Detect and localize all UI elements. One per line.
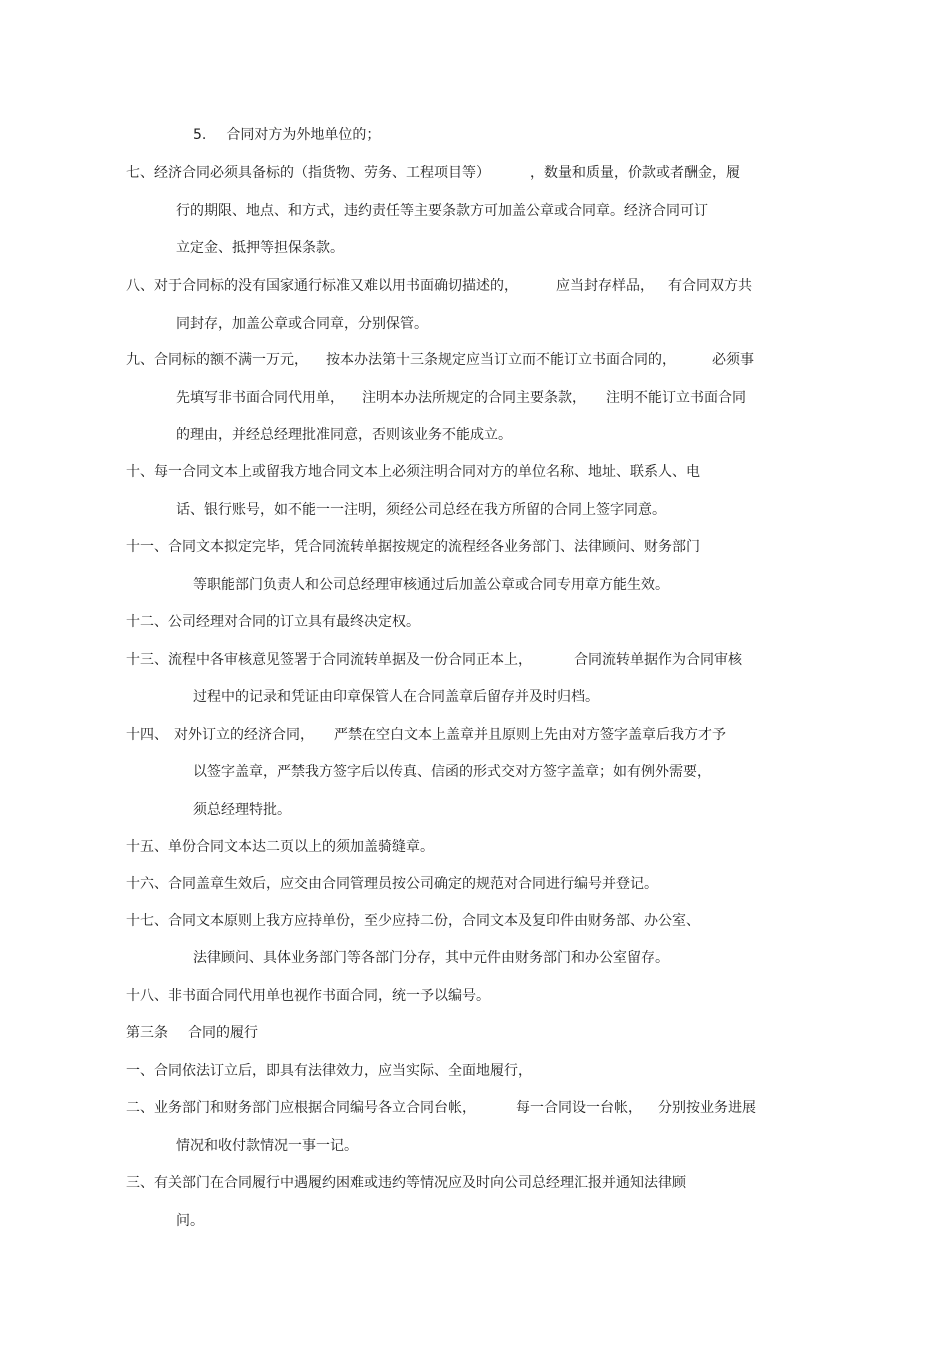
- text-segment: 行的期限、地点、和方式，违约责任等主要条款方可加盖公章或合同章。经济合同可订: [176, 203, 708, 219]
- text-line-26: [126, 1061, 532, 1081]
- text-segment: 对外订立的经济合同，: [174, 727, 314, 743]
- text-line-23: [193, 948, 669, 968]
- text-line-4: [176, 238, 344, 258]
- text-line-15: [126, 650, 742, 670]
- text-segment: 十八、非书面合同代用单也视作书面合同，统一予以编号。: [126, 988, 490, 1004]
- text-segment: 有合同双方共: [668, 278, 752, 294]
- text-segment: 必须事: [712, 352, 754, 368]
- text-segment: 九、合同标的额不满一万元，: [126, 352, 308, 368]
- text-segment: 话、银行账号，如不能一一注明，须经公司总经在我方所留的合同上签字同意。: [176, 502, 666, 518]
- item-number: 5.: [193, 127, 207, 143]
- text-line-19: [193, 800, 291, 820]
- text-segment: 合同流转单据作为合同审核: [574, 652, 742, 668]
- text-line-13: [193, 575, 669, 595]
- section-heading: [126, 1023, 258, 1043]
- text-segment: 二、业务部门和财务部门应根据合同编号各立合同台帐，: [126, 1100, 476, 1116]
- text-line-1: [193, 125, 380, 145]
- text-segment: ，数量和质量，价款或者酬金，履: [530, 165, 740, 181]
- text-segment: 每一合同设一台帐，: [516, 1100, 642, 1116]
- text-segment: 须总经理特批。: [193, 802, 291, 818]
- text-line-2: [126, 163, 740, 183]
- text-line-7: [126, 350, 754, 370]
- text-segment: 严禁在空白文本上盖章并且原则上先由对方签字盖章后我方才予: [334, 727, 726, 743]
- text-segment: 十一、合同文本拟定完毕，凭合同流转单据按规定的流程经各业务部门、法律顾问、财务部门: [126, 539, 700, 555]
- text-line-28: [176, 1136, 358, 1156]
- text-segment: 法律顾问、具体业务部门等各部门分存，其中元件由财务部门和办公室留存。: [193, 950, 669, 966]
- text-line-11: [176, 500, 666, 520]
- text-line-22: [126, 911, 700, 931]
- text-segment: 十三、流程中各审核意见签署于合同流转单据及一份合同正本上，: [126, 652, 532, 668]
- text-line-29: [126, 1173, 686, 1193]
- text-segment: 十二、公司经理对合同的订立具有最终决定权。: [126, 614, 420, 630]
- text-line-27: [126, 1098, 756, 1118]
- text-line-17: [126, 725, 726, 745]
- text-line-24: [126, 986, 490, 1006]
- text-segment: 同封存，加盖公章或合同章，分别保管。: [176, 316, 428, 332]
- text-segment: 十、每一合同文本上或留我方地合同文本上必须注明合同对方的单位名称、地址、联系人、电: [126, 464, 700, 480]
- text-line-18: [193, 762, 711, 782]
- text-segment: 七、经济合同必须具备标的（指货物、劳务、工程项目等）: [126, 165, 490, 181]
- text-line-9: [176, 425, 512, 445]
- text-line-3: [176, 201, 708, 221]
- text-line-12: [126, 537, 700, 557]
- text-segment: 以签字盖章，严禁我方签字后以传真、信函的形式交对方签字盖章；如有例外需要，: [193, 764, 711, 780]
- text-segment: 注明不能订立书面合同: [606, 390, 746, 406]
- text-line-30: [176, 1211, 204, 1231]
- text-segment: 三、有关部门在合同履行中遇履约困难或违约等情况应及时向公司总经理汇报并通知法律顾: [126, 1175, 686, 1191]
- text-line-5: [126, 276, 752, 296]
- text-segment: 一、合同依法订立后，即具有法律效力，应当实际、全面地履行，: [126, 1063, 532, 1079]
- section-number: 第三条: [126, 1025, 168, 1041]
- text-segment: 十四、: [126, 727, 168, 743]
- text-segment: 等职能部门负责人和公司总经理审核通过后加盖公章或合同专用章方能生效。: [193, 577, 669, 593]
- section-title: 合同的履行: [188, 1025, 258, 1041]
- text-segment: 按本办法第十三条规定应当订立而不能订立书面合同的，: [326, 352, 676, 368]
- text-segment: 注明本办法所规定的合同主要条款，: [362, 390, 586, 406]
- text-line-10: [126, 462, 700, 482]
- text-line-14: [126, 612, 420, 632]
- text-line-8: [176, 388, 746, 408]
- text-line-6: [176, 314, 428, 334]
- text-line-20: [126, 837, 434, 857]
- text-segment: 应当封存样品，: [556, 278, 654, 294]
- text-segment: 过程中的记录和凭证由印章保管人在合同盖章后留存并及时归档。: [193, 689, 599, 705]
- text-segment: 八、对于合同标的没有国家通行标准又难以用书面确切描述的，: [126, 278, 518, 294]
- text-segment: 的理由，并经总经理批准同意，否则该业务不能成立。: [176, 427, 512, 443]
- text-segment: 十六、合同盖章生效后，应交由合同管理员按公司确定的规范对合同进行编号并登记。: [126, 876, 658, 892]
- text-segment: 情况和收付款情况一事一记。: [176, 1138, 358, 1154]
- text-line-16: [193, 687, 599, 707]
- text-segment: 先填写非书面合同代用单，: [176, 390, 344, 406]
- text-segment: 十五、单份合同文本达二页以上的须加盖骑缝章。: [126, 839, 434, 855]
- text-segment: 十七、合同文本原则上我方应持单份，至少应持二份，合同文本及复印件由财务部、办公室、: [126, 913, 700, 929]
- text-line-21: [126, 874, 658, 894]
- text-segment: 问。: [176, 1213, 204, 1229]
- text-segment: 合同对方为外地单位的；: [226, 127, 381, 143]
- text-segment: 立定金、抵押等担保条款。: [176, 240, 344, 256]
- text-segment: 分别按业务进展: [658, 1100, 756, 1116]
